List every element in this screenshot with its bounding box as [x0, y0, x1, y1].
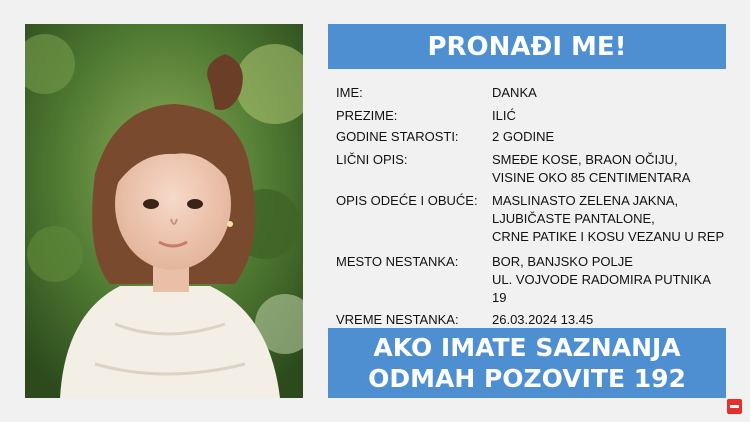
field-value: ILIĆ: [492, 108, 516, 123]
field-value: [492, 151, 728, 187]
field-label: VREME NESTANKA:: [336, 312, 459, 327]
field-label: GODINE STAROSTI:: [336, 129, 459, 144]
field-value-line: UL. VOJVODE RADOMIRA PUTNIKA 19: [492, 272, 711, 305]
field-clothing: [336, 192, 728, 246]
field-age: [336, 128, 728, 146]
field-label: PREZIME:: [336, 108, 398, 123]
field-value: 26.03.2024 13.45: [492, 312, 594, 327]
field-value-line: CRNE PATIKE I KOSU VEZANU U REP: [492, 229, 725, 244]
field-label: MESTO NESTANKA:: [336, 254, 459, 269]
field-value: [492, 192, 728, 246]
field-description: [336, 151, 728, 187]
field-value-line: LJUBIČASTE PANTALONE,: [492, 211, 655, 226]
field-value-line: SMEĐE KOSE, BRAON OČIJU,: [492, 152, 678, 167]
field-location: [336, 253, 728, 307]
field-label: LIČNI OPIS:: [336, 152, 408, 167]
field-value-line: MASLINASTO ZELENA JAKNA,: [492, 193, 679, 208]
field-value: DANKA: [492, 85, 537, 100]
field-first-name: [336, 84, 728, 102]
field-label: OPIS ODEĆE I OBUĆE:: [336, 193, 478, 208]
call-to-action-banner: [328, 328, 726, 398]
field-label: IME:: [336, 85, 363, 100]
field-value: 2 GODINE: [492, 129, 555, 144]
field-value: [492, 253, 728, 307]
channel-logo-icon: [727, 399, 742, 414]
field-time: [336, 311, 728, 329]
call-to-action-line: AKO IMATE SAZNANJA: [373, 333, 681, 362]
field-value-line: BOR, BANJSKO POLJE: [492, 254, 633, 269]
poster-title: PRONAĐI ME!: [328, 24, 726, 69]
field-value-line: VISINE OKO 85 CENTIMENTARA: [492, 170, 691, 185]
missing-child-photo: [25, 24, 303, 398]
missing-person-details: [336, 84, 728, 329]
call-to-action-line: ODMAH POZOVITE 192: [368, 364, 686, 393]
field-last-name: [336, 107, 728, 125]
